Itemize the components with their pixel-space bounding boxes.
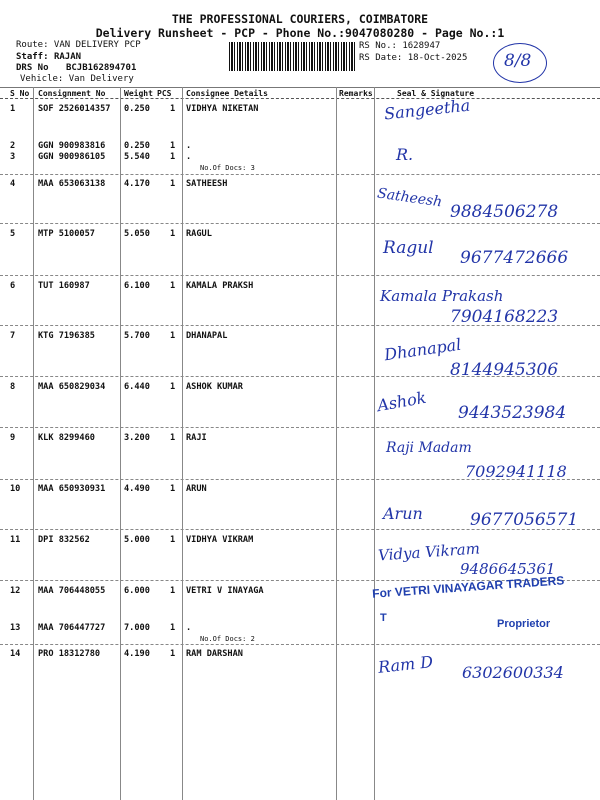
staff-label: Staff: bbox=[16, 52, 49, 62]
row-consignment: MAA 706447727 bbox=[38, 623, 106, 633]
handwritten-signature: R. bbox=[396, 145, 414, 164]
row-weight: 4.190 bbox=[124, 649, 150, 659]
drs-field bbox=[16, 63, 136, 73]
row-pcs: 1 bbox=[170, 331, 176, 341]
row-consignment: MAA 706448055 bbox=[38, 586, 106, 596]
handwritten-phone: 7092941118 bbox=[465, 462, 567, 481]
row-pcs: 1 bbox=[170, 382, 176, 392]
col-header-consignee: Consignee Details bbox=[186, 89, 268, 98]
handwritten-phone: 7904168223 bbox=[450, 307, 559, 327]
row-sno: 14 bbox=[10, 649, 21, 659]
row-consignee: . bbox=[186, 623, 192, 633]
col-header-weight: Weight bbox=[124, 89, 153, 98]
table-row bbox=[0, 152, 600, 172]
staff-field bbox=[16, 52, 81, 62]
row-consignment: KLK 8299460 bbox=[38, 433, 95, 443]
handwritten-signature: Sangeetha bbox=[383, 95, 472, 124]
row-consignment: MAA 650829034 bbox=[38, 382, 106, 392]
row-sno: 1 bbox=[10, 104, 16, 114]
stamp-company: For VETRI VINAYAGAR TRADERS bbox=[371, 573, 565, 601]
handwritten-signature: Ragul bbox=[383, 238, 434, 258]
handwritten-phone: 9486645361 bbox=[460, 560, 556, 578]
row-weight: 3.200 bbox=[124, 433, 150, 443]
table-row bbox=[0, 104, 600, 124]
row-consignee: SATHEESH bbox=[186, 179, 228, 189]
row-pcs: 1 bbox=[170, 586, 176, 596]
table-top-border bbox=[0, 87, 600, 88]
table-row bbox=[0, 229, 600, 249]
table-row bbox=[0, 179, 600, 199]
row-consignee: ASHOK KUMAR bbox=[186, 382, 243, 392]
row-weight: 6.100 bbox=[124, 281, 150, 291]
row-pcs: 1 bbox=[170, 623, 176, 633]
row-weight: 6.000 bbox=[124, 586, 150, 596]
handwritten-phone: 9677472666 bbox=[460, 248, 569, 268]
row-consignment: GGN 900986105 bbox=[38, 152, 106, 162]
row-sno: 2 bbox=[10, 141, 16, 151]
staff-value: RAJAN bbox=[53, 52, 82, 62]
table-row bbox=[0, 484, 600, 504]
row-weight: 5.540 bbox=[124, 152, 150, 162]
handwritten-signature: Kamala Prakash bbox=[380, 287, 504, 305]
handwritten-signature: Ashok bbox=[375, 387, 428, 416]
row-sno: 8 bbox=[10, 382, 16, 392]
row-consignment: KTG 7196385 bbox=[38, 331, 95, 341]
row-pcs: 1 bbox=[170, 649, 176, 659]
row-consignee: KAMALA PRAKSH bbox=[186, 281, 254, 291]
row-consignment: MAA 650930931 bbox=[38, 484, 106, 494]
handwritten-phone: 9677056571 bbox=[470, 510, 579, 530]
row-pcs: 1 bbox=[170, 104, 176, 114]
row-separator bbox=[0, 644, 600, 645]
row-consignee: VETRI V INAYAGA bbox=[186, 586, 264, 596]
row-consignment: PRO 18312780 bbox=[38, 649, 101, 659]
row-separator bbox=[0, 174, 600, 175]
handwritten-signature: Raji Madam bbox=[386, 440, 472, 456]
handwritten-signature: Arun bbox=[383, 504, 423, 523]
table-row bbox=[0, 535, 600, 555]
row-weight: 5.000 bbox=[124, 535, 150, 545]
row-sno: 12 bbox=[10, 586, 21, 596]
row-pcs: 1 bbox=[170, 281, 176, 291]
row-sno: 9 bbox=[10, 433, 16, 443]
row-consignee: RAM DARSHAN bbox=[186, 649, 243, 659]
row-weight: 5.700 bbox=[124, 331, 150, 341]
handwritten-signature: Satheesh bbox=[376, 185, 444, 211]
handwritten-signature: Vidya Vikram bbox=[377, 539, 481, 565]
drs-label: DRS No bbox=[16, 63, 49, 73]
col-header-signature: Seal & Signature bbox=[397, 89, 475, 98]
row-sno: 5 bbox=[10, 229, 16, 239]
row-consignee: ARUN bbox=[186, 484, 207, 494]
row-pcs: 1 bbox=[170, 152, 176, 162]
row-pcs: 1 bbox=[170, 535, 176, 545]
col-header-sno: S No bbox=[10, 89, 30, 98]
company-title: THE PROFESSIONAL COURIERS, COIMBATORE bbox=[171, 12, 429, 26]
handwritten-signature: Ram D bbox=[377, 652, 434, 677]
row-sno: 4 bbox=[10, 179, 16, 189]
row-sno: 11 bbox=[10, 535, 21, 545]
row-weight: 0.250 bbox=[124, 141, 150, 151]
table-row bbox=[0, 382, 600, 402]
row-consignee: DHANAPAL bbox=[186, 331, 228, 341]
row-weight: 4.490 bbox=[124, 484, 150, 494]
row-weight: 4.170 bbox=[124, 179, 150, 189]
table-row bbox=[0, 433, 600, 453]
barcode bbox=[229, 42, 355, 71]
row-consignee: . bbox=[186, 141, 192, 151]
row-consignment: SOF 2526014357 bbox=[38, 104, 111, 114]
handwritten-phone: 8144945306 bbox=[450, 360, 559, 380]
stamp-mark: T bbox=[380, 612, 387, 624]
table-row bbox=[0, 331, 600, 351]
row-consignee: VIDHYA NIKETAN bbox=[186, 104, 259, 114]
row-weight: 5.050 bbox=[124, 229, 150, 239]
row-sno: 3 bbox=[10, 152, 16, 162]
row-weight: 7.000 bbox=[124, 623, 150, 633]
col-header-consignment: Consignment No bbox=[38, 89, 106, 98]
table-row bbox=[0, 281, 600, 301]
rs-number: RS No.: 1628947 bbox=[359, 41, 441, 51]
row-separator bbox=[0, 223, 600, 224]
row-pcs: 1 bbox=[170, 433, 176, 443]
runsheet-subtitle: Delivery Runsheet - PCP - Phone No.:9047080280 - Page No.:1 bbox=[95, 26, 505, 40]
row-separator bbox=[0, 275, 600, 276]
row-consignment: TUT 160987 bbox=[38, 281, 90, 291]
stamp-proprietor: Proprietor bbox=[497, 618, 551, 630]
row-sno: 7 bbox=[10, 331, 16, 341]
vehicle-label: Vehicle: Van Delivery bbox=[20, 74, 134, 84]
row-sno: 6 bbox=[10, 281, 16, 291]
drs-value: BCJB162894701 bbox=[65, 63, 137, 73]
row-consignee: RAJI bbox=[186, 433, 207, 443]
row-consignee: . bbox=[186, 152, 192, 162]
page-count-mark bbox=[493, 43, 547, 83]
row-sno: 10 bbox=[10, 484, 21, 494]
handwritten-signature: Dhanapal bbox=[383, 334, 463, 365]
col-header-remarks: Remarks bbox=[339, 89, 373, 98]
rs-date: RS Date: 18-Oct-2025 bbox=[359, 53, 468, 63]
row-pcs: 1 bbox=[170, 141, 176, 151]
handwritten-phone: 9884506278 bbox=[450, 202, 559, 222]
row-separator bbox=[0, 427, 600, 428]
handwritten-phone: 6302600334 bbox=[462, 663, 564, 682]
route-label: Route: VAN DELIVERY PCP bbox=[16, 40, 141, 50]
no-of-docs: No.Of Docs: 2 bbox=[200, 635, 255, 643]
row-consignment: MTP 5100057 bbox=[38, 229, 95, 239]
row-weight: 0.250 bbox=[124, 104, 150, 114]
row-pcs: 1 bbox=[170, 229, 176, 239]
row-consignment: DPI 832562 bbox=[38, 535, 90, 545]
table-header-border bbox=[0, 98, 600, 99]
page-count-text: 8/8 bbox=[504, 51, 532, 71]
no-of-docs: No.Of Docs: 3 bbox=[200, 164, 255, 172]
col-header-pcs: PCS bbox=[157, 89, 172, 98]
row-consignee: RAGUL bbox=[186, 229, 212, 239]
row-consignee: VIDHYA VIKRAM bbox=[186, 535, 254, 545]
row-pcs: 1 bbox=[170, 179, 176, 189]
row-weight: 6.440 bbox=[124, 382, 150, 392]
row-consignment: GGN 900983816 bbox=[38, 141, 106, 151]
handwritten-phone: 9443523984 bbox=[458, 403, 567, 423]
row-sno: 13 bbox=[10, 623, 21, 633]
row-consignment: MAA 653063138 bbox=[38, 179, 106, 189]
row-pcs: 1 bbox=[170, 484, 176, 494]
